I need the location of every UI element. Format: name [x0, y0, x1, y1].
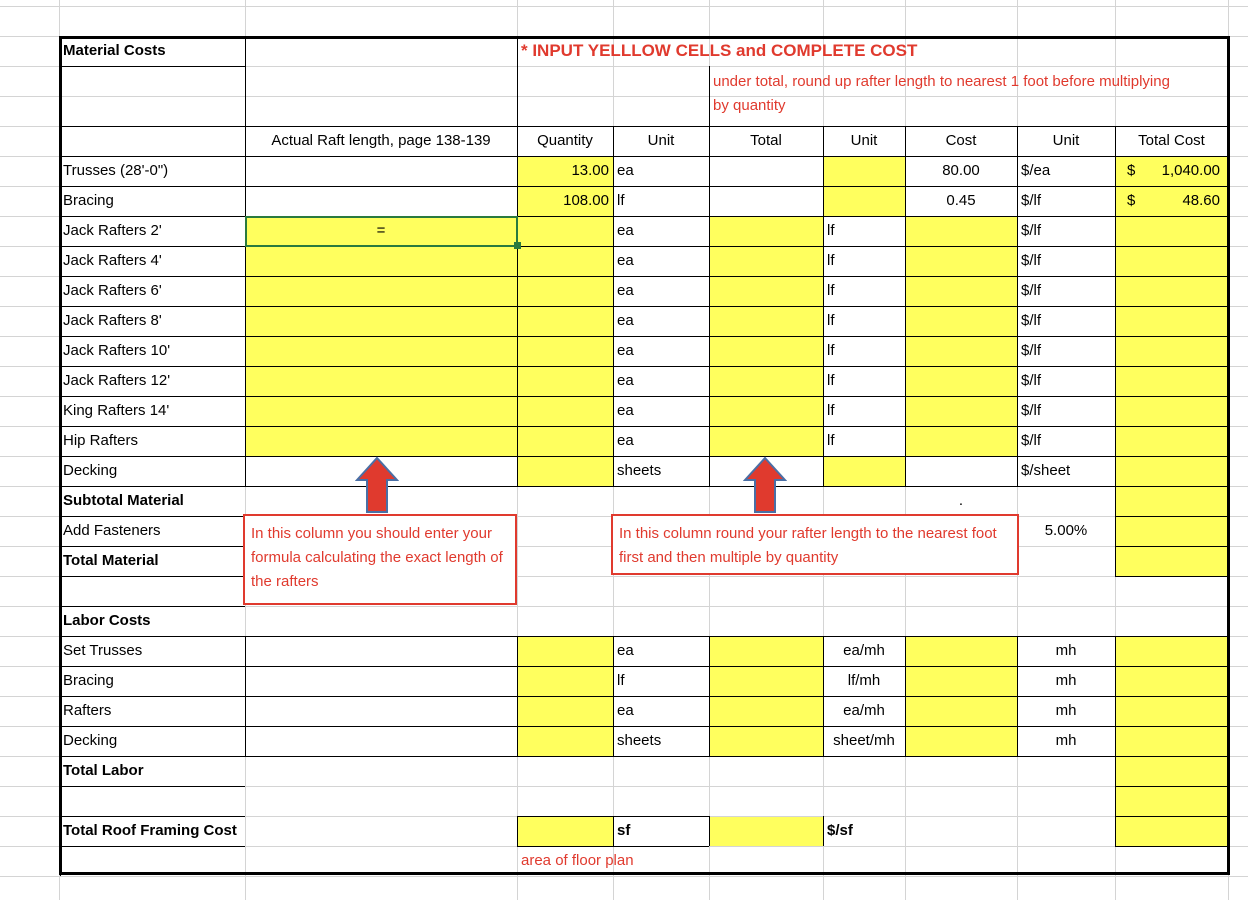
input-cell[interactable] [824, 457, 905, 486]
cell-border [1115, 486, 1228, 487]
cost-cell[interactable]: 0.45 [946, 192, 976, 209]
material-row-label: Bracing [63, 192, 114, 209]
material-row-label: Jack Rafters 4' [63, 252, 162, 269]
cell-border [59, 846, 245, 847]
input-cell[interactable] [710, 247, 823, 276]
input-cell[interactable] [710, 697, 823, 726]
cell-border [1115, 546, 1228, 547]
input-cell[interactable] [824, 157, 905, 186]
labor-row-label: Bracing [63, 672, 114, 689]
unit-cell: $/lf [1021, 222, 1042, 239]
unit-cell: lf [827, 402, 835, 419]
input-cell[interactable] [518, 367, 613, 396]
unit-cell: ea [617, 642, 634, 659]
area-note: area of floor plan [521, 852, 634, 869]
input-cell[interactable] [710, 277, 823, 306]
unit-cell: lf [617, 192, 625, 209]
quantity-cell[interactable]: 108.00 [563, 192, 609, 209]
cell-border [1115, 756, 1228, 757]
unit-cell: $/lf [1021, 342, 1042, 359]
unit-cell: mh [1055, 642, 1077, 659]
rate-unit-cell: sheet/mh [833, 732, 895, 749]
column-header-unit3: Unit [1052, 132, 1080, 149]
cell-border [1115, 846, 1228, 847]
fasteners-percent[interactable]: 5.00% [1044, 522, 1088, 539]
input-cell[interactable] [1116, 427, 1228, 456]
input-cell[interactable] [1116, 487, 1228, 516]
cell-border [709, 636, 710, 756]
input-cell[interactable] [518, 457, 613, 486]
cell-border [245, 636, 246, 756]
selected-cell-outline [245, 216, 518, 247]
cell-border [1115, 486, 1116, 576]
input-cell[interactable] [1116, 787, 1228, 816]
material-row-label: Jack Rafters 10' [63, 342, 171, 359]
input-cell[interactable] [710, 637, 823, 666]
per-sf-unit: $/sf [827, 822, 853, 839]
input-cell[interactable] [710, 727, 823, 756]
unit-cell: ea [617, 372, 634, 389]
column-header-unit2: Unit [850, 132, 878, 149]
input-cell[interactable] [710, 817, 823, 846]
unit-cell: lf [827, 342, 835, 359]
input-cell[interactable] [906, 427, 1017, 456]
unit-cell: ea [617, 402, 634, 419]
unit-cell: sheets [617, 732, 662, 749]
input-cell[interactable] [1116, 697, 1228, 726]
currency-symbol: $ [1127, 192, 1136, 209]
cell-border [1115, 576, 1228, 577]
input-cell[interactable] [1116, 457, 1228, 486]
unit-cell: lf [827, 252, 835, 269]
callout-round-length: In this column round your rafter length to the nearest foot first and then multiple by quantity [611, 514, 1019, 575]
unit-cell: $/sheet [1021, 462, 1071, 479]
unit-cell: $/ea [1021, 162, 1051, 179]
input-cell[interactable] [246, 337, 517, 366]
input-cell[interactable] [710, 337, 823, 366]
unit-cell: sheets [617, 462, 662, 479]
input-cell[interactable] [906, 337, 1017, 366]
input-cell[interactable] [1116, 337, 1228, 366]
quantity-cell[interactable]: 13.00 [571, 162, 609, 179]
material-row-label: Decking [63, 462, 118, 479]
cell-border [1115, 786, 1228, 787]
input-cell[interactable] [1116, 727, 1228, 756]
input-cell[interactable] [1116, 547, 1228, 576]
input-cell[interactable] [518, 667, 613, 696]
total-labor-label: Total Labor [63, 762, 144, 779]
unit-cell: $/lf [1021, 252, 1042, 269]
input-cell[interactable] [906, 367, 1017, 396]
input-cell[interactable] [710, 427, 823, 456]
material-row-label: Jack Rafters 6' [63, 282, 162, 299]
cell-border [59, 126, 245, 127]
unit-cell: lf [827, 432, 835, 449]
input-cell[interactable] [518, 217, 613, 246]
input-cell[interactable] [1116, 217, 1228, 246]
unit-cell: lf [617, 672, 625, 689]
sf-unit: sf [617, 822, 631, 839]
material-row-label: Trusses (28'-0") [63, 162, 169, 179]
unit-cell: $/lf [1021, 312, 1042, 329]
input-cell[interactable] [246, 307, 517, 336]
cell-border [1115, 756, 1116, 846]
input-cell[interactable] [518, 817, 613, 846]
input-cell[interactable] [518, 637, 613, 666]
input-cell[interactable] [518, 337, 613, 366]
input-cell[interactable] [518, 727, 613, 756]
rate-unit-cell: lf/mh [847, 672, 881, 689]
input-cell[interactable] [710, 217, 823, 246]
input-cell[interactable] [1116, 667, 1228, 696]
unit-cell: ea [617, 702, 634, 719]
material-costs-title: Material Costs [63, 42, 166, 59]
total-cost-cell[interactable]: 48.60 [1182, 192, 1220, 209]
cell-border [709, 126, 710, 486]
stray-dot: . [958, 492, 964, 509]
unit-cell: ea [617, 312, 634, 329]
unit-cell: ea [617, 162, 634, 179]
material-row-label: Jack Rafters 12' [63, 372, 171, 389]
input-cell[interactable] [1116, 817, 1228, 846]
up-arrow-left [355, 456, 399, 514]
cell-border [1115, 816, 1228, 817]
column-header-unit1: Unit [647, 132, 675, 149]
cell-border [905, 636, 906, 756]
cost-cell[interactable]: 80.00 [942, 162, 980, 179]
gridline-h [0, 876, 1248, 877]
unit-cell: lf [827, 222, 835, 239]
input-cell[interactable] [906, 397, 1017, 426]
input-cell[interactable] [1116, 397, 1228, 426]
input-cell[interactable] [1116, 277, 1228, 306]
total-roof-framing-label: Total Roof Framing Cost [63, 822, 237, 839]
rate-unit-cell: ea/mh [843, 642, 885, 659]
cell-border [59, 66, 245, 67]
cell-border [245, 36, 246, 126]
material-row-label: King Rafters 14' [63, 402, 170, 419]
cell-border [517, 636, 518, 756]
material-row-label: Jack Rafters 2' [63, 222, 162, 239]
unit-cell: $/lf [1021, 372, 1042, 389]
unit-cell: mh [1055, 702, 1077, 719]
column-header-total: Total [750, 132, 782, 149]
input-cell[interactable] [710, 397, 823, 426]
unit-cell: mh [1055, 672, 1077, 689]
currency-symbol: $ [1127, 162, 1136, 179]
unit-cell: $/lf [1021, 432, 1042, 449]
instruction-text: * INPUT YELLLOW CELLS and COMPLETE COST [521, 41, 918, 60]
callout-rafter-formula: In this column you should enter your formula calculating the exact length of the rafters [243, 514, 517, 605]
input-cell[interactable] [906, 217, 1017, 246]
cell-border [709, 816, 710, 846]
column-header-quantity: Quantity [537, 132, 593, 149]
unit-cell: lf [827, 372, 835, 389]
material-row-label: Jack Rafters 8' [63, 312, 162, 329]
input-cell[interactable] [906, 697, 1017, 726]
input-cell[interactable] [710, 667, 823, 696]
input-cell[interactable] [710, 307, 823, 336]
input-cell[interactable] [246, 397, 517, 426]
column-header-cost: Cost [945, 132, 977, 149]
cell-border [59, 576, 245, 577]
labor-row-label: Rafters [63, 702, 112, 719]
column-header-total-cost: Total Cost [1138, 132, 1205, 149]
material-row-label: Hip Rafters [63, 432, 139, 449]
fill-handle[interactable] [514, 242, 521, 249]
total-cost-cell[interactable]: 1,040.00 [1161, 162, 1220, 179]
input-cell[interactable] [518, 277, 613, 306]
cell-border [1115, 516, 1228, 517]
input-cell[interactable] [518, 397, 613, 426]
unit-cell: $/lf [1021, 282, 1042, 299]
input-cell[interactable] [906, 727, 1017, 756]
rate-unit-cell: ea/mh [843, 702, 885, 719]
unit-cell: $/lf [1021, 192, 1042, 209]
unit-cell: ea [617, 252, 634, 269]
labor-row-label: Set Trusses [63, 642, 143, 659]
input-cell[interactable] [906, 307, 1017, 336]
input-cell[interactable] [246, 247, 517, 276]
input-cell[interactable] [906, 667, 1017, 696]
input-cell[interactable] [906, 637, 1017, 666]
input-cell[interactable] [710, 367, 823, 396]
cell-border [245, 126, 246, 486]
rounding-note: under total, round up rafter length to nearest 1 foot before multiplying by quantity [713, 73, 1170, 114]
input-cell[interactable] [1116, 307, 1228, 336]
unit-cell: lf [827, 312, 835, 329]
input-cell[interactable] [518, 427, 613, 456]
unit-cell: ea [617, 222, 634, 239]
unit-cell: ea [617, 432, 634, 449]
input-cell[interactable] [518, 697, 613, 726]
input-cell[interactable] [1116, 517, 1228, 546]
unit-cell: $/lf [1021, 402, 1042, 419]
input-cell[interactable] [906, 247, 1017, 276]
input-cell[interactable] [1116, 367, 1228, 396]
input-cell[interactable] [1116, 757, 1228, 786]
labor-costs-title: Labor Costs [63, 612, 151, 629]
input-cell[interactable] [1116, 637, 1228, 666]
add-fasteners-label: Add Fasteners [63, 522, 161, 539]
input-cell[interactable] [246, 427, 517, 456]
cell-border [517, 816, 518, 846]
up-arrow-right [743, 456, 787, 514]
input-cell[interactable] [906, 277, 1017, 306]
input-cell[interactable] [518, 307, 613, 336]
total-material-label: Total Material [63, 552, 159, 569]
unit-cell: ea [617, 342, 634, 359]
gridline-h [0, 6, 1248, 7]
column-header-raft-length: Actual Raft length, page 138-139 [271, 132, 491, 149]
subtotal-material-label: Subtotal Material [63, 492, 184, 509]
cell-border [59, 786, 245, 787]
unit-cell: mh [1055, 732, 1077, 749]
input-cell[interactable] [1116, 247, 1228, 276]
labor-row-label: Decking [63, 732, 118, 749]
unit-cell: lf [827, 282, 835, 299]
formula-cell[interactable]: = [376, 222, 386, 239]
input-cell[interactable] [246, 277, 517, 306]
cell-border [1115, 636, 1116, 756]
input-cell[interactable] [246, 367, 517, 396]
input-cell[interactable] [518, 247, 613, 276]
input-cell[interactable] [824, 187, 905, 216]
cell-border [709, 66, 710, 126]
unit-cell: ea [617, 282, 634, 299]
